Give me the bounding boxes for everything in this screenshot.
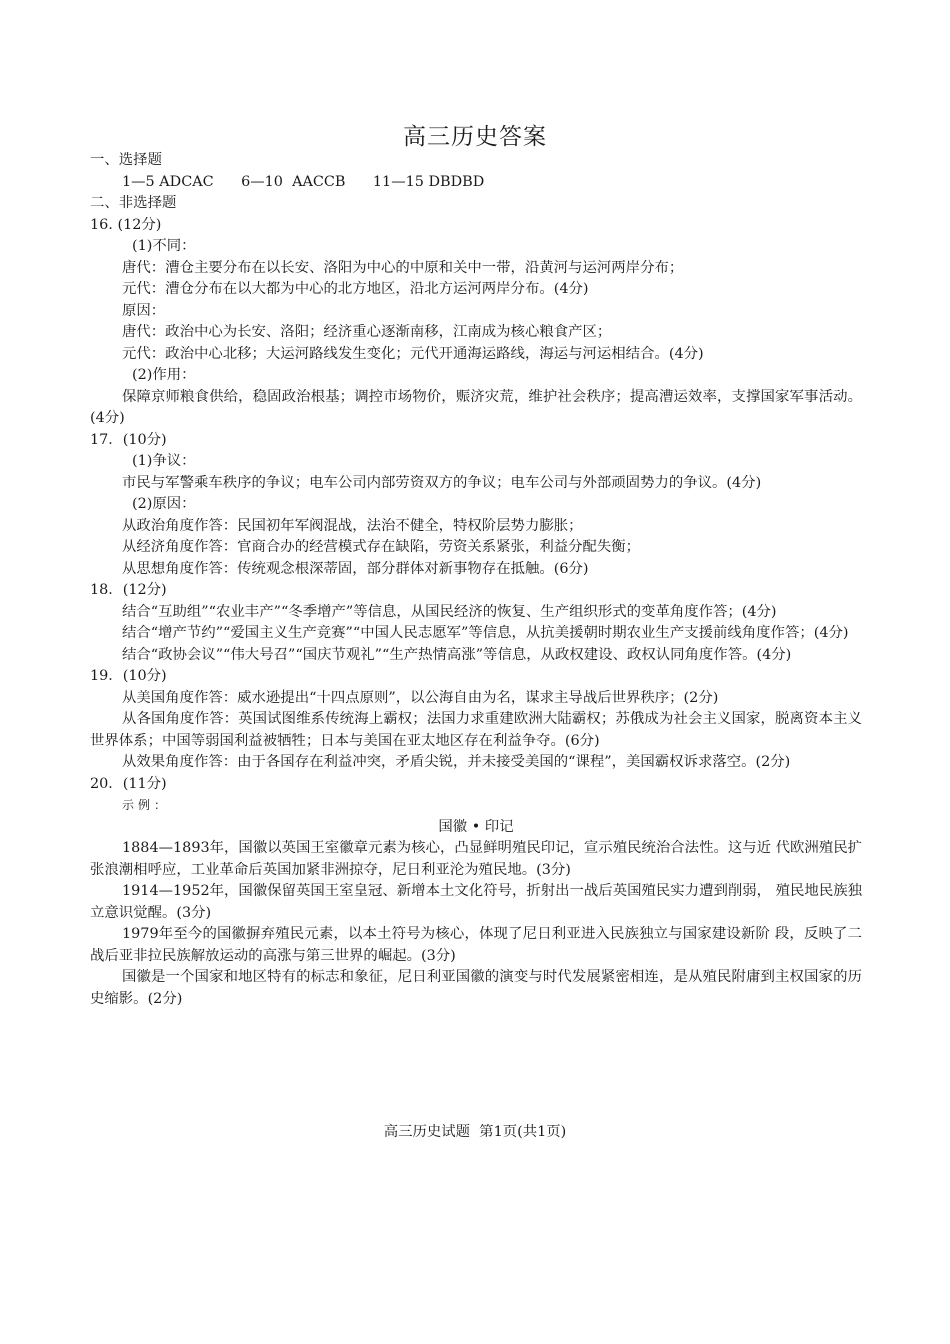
- question-heading: 16. (12分): [90, 216, 162, 233]
- question-heading: 20．(11分): [90, 775, 167, 792]
- answer-line: 元代：漕仓分布在以大都为中心的北方地区，沿北方运河两岸分布。(4分): [122, 281, 589, 297]
- answer-paragraph: 1914—1952年，国徽保留英国王室皇冠、新增本土文化符号，折射出一战后英国殖民实力遭到削弱， 殖民地民族独立意识觉醒。(3分): [90, 883, 862, 921]
- answer-line: 从政治角度作答：民国初年军阀混战，法治不健全，特权阶层势力膨胀；: [122, 517, 583, 534]
- sub-question-label: (1)不同：: [132, 238, 196, 254]
- page-title: 高三历史答案: [403, 124, 547, 150]
- question-heading: 17．(10分): [90, 431, 167, 448]
- answer-paragraph: 结合“政协会议”“伟大号召”“国庆节观礼”“生产热情高涨”等信息，从政权建设、政权认同角度作答。(4分): [122, 646, 792, 663]
- answer-line: 市民与军警乘车秩序的争议；电车公司内部劳资双方的争议；电车公司与外部顽固势力的争议。(4分): [122, 474, 762, 491]
- page-footer: 高三历史试题 第1页(共1页): [383, 1124, 567, 1140]
- example-label: 示例：: [122, 798, 171, 812]
- sub-question-label: (1)争议：: [132, 453, 196, 469]
- sub-question-label: (2)作用：: [132, 367, 196, 383]
- answer-paragraph: 从效果角度作答：由于各国存在利益冲突，矛盾尖锐，并未接受美国的“课程”，美国霸权诉求落空。(2分): [122, 754, 791, 770]
- answer-paragraph: 国徽是一个国家和地区特有的标志和象征，尼日利亚国徽的演变与时代发展紧密相连，是从殖民附庸到主权国家的历史缩影。(2分): [90, 969, 862, 1007]
- section-heading: 二、非选择题: [90, 195, 177, 211]
- answer-line: 从经济角度作答：官商合办的经营模式存在缺陷，劳资关系紧张，利益分配失衡；: [122, 539, 641, 555]
- answer-line: 原因：: [122, 302, 166, 319]
- answer-paragraph: 1884—1893年，国徽以英国王室徽章元素为核心，凸显鲜明殖民印记，宣示殖民统治合法性。这与近 代欧洲殖民扩张浪潮相呼应，工业革命后英国加紧非洲掠夺，尼日利亚沦为殖民地。(3分): [90, 840, 862, 878]
- question-heading: 18．(12分): [90, 582, 167, 598]
- choice-answers: 1—5 ADCAC 6—10 AACCB 11—15 DBDBD: [122, 173, 485, 190]
- answer-paragraph: 保障京师粮食供给，稳固政治根基；调控市场物价，赈济灾荒，维护社会秩序；提高漕运效率，支撑国家军事活动。(4分): [90, 388, 862, 426]
- answer-paragraph: 结合“增产节约”“爱国主义生产竞赛”“中国人民志愿军”等信息，从抗美援朝时期农业生产支援前线角度作答；(4分): [122, 625, 849, 641]
- answer-content: [90, 150, 862, 1010]
- essay-subtitle: 国徽 • 印记: [438, 818, 514, 835]
- answer-paragraph: 结合“互助组”“农业丰产”“冬季增产”等信息，从国民经济的恢复、生产组织形式的变革角度作答；(4分): [122, 603, 777, 620]
- answer-paragraph: 从美国角度作答：威水逊提出“十四点原则”，以公海自由为名，谋求主导战后世界秩序；(2分): [122, 689, 719, 706]
- answer-line: 从思想角度作答：传统观念根深蒂固，部分群体对新事物存在抵触。(6分): [122, 560, 589, 577]
- answer-line: 元代：政治中心北移；大运河路线发生变化；元代开通海运路线，海运与河运相结合。(4分): [122, 345, 704, 362]
- answer-line: 唐代：政治中心为长安、洛阳；经济重心逐渐南移，江南成为核心粮食产区；: [122, 324, 612, 340]
- sub-question-label: (2)原因：: [132, 496, 196, 512]
- question-heading: 19．(10分): [90, 668, 167, 684]
- answer-line: 唐代：漕仓主要分布在以长安、洛阳为中心的中原和关中一带，沿黄河与运河两岸分布；: [122, 259, 684, 276]
- answer-paragraph: 1979年至今的国徽摒弃殖民元素，以本土符号为核心，体现了尼日利亚进入民族独立与国家建设新阶 段，反映了二战后亚非拉民族解放运动的高涨与第三世界的崛起。(3分): [90, 926, 862, 964]
- answer-paragraph: 从各国角度作答：英国试图维系传统海上霸权；法国力求重建欧洲大陆霸权；苏俄成为社会主义国家，脱离资本主义世界体系；中国等弱国利益被牺牲；日本与美国在亚太地区存在利益争夺。(6分): [90, 711, 862, 749]
- section-heading: 一、选择题: [90, 152, 162, 168]
